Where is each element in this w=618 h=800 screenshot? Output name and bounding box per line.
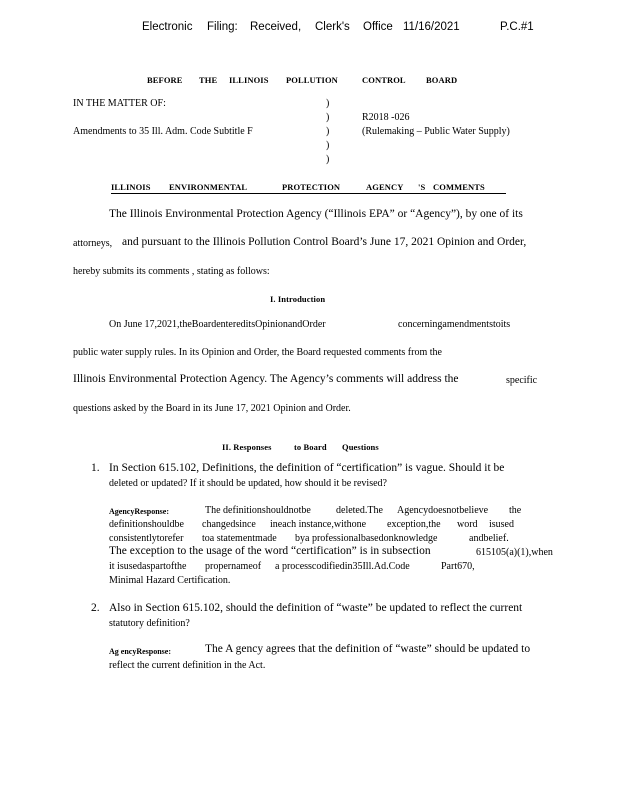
response-text: ineach instance,withone xyxy=(270,519,367,530)
title-illinois: ILLINOIS xyxy=(111,182,151,192)
response-text: propernameof xyxy=(205,561,262,572)
response-text: reflect the current definition in the Act. xyxy=(109,660,266,671)
caption-board: BOARD xyxy=(426,75,458,85)
response-text: The exception to the usage of the word “certification” is in subsection xyxy=(109,545,431,557)
question-text: In Section 615.102, Definitions, the definition of “certification” is vague. Should it be xyxy=(109,462,505,474)
section-line: On June 17,2021,theBoardentereditsOpinionandOrder xyxy=(109,319,326,330)
title-environmental: ENVIRONMENTAL xyxy=(169,182,248,192)
section-line: specific xyxy=(506,375,538,386)
response-text: exception,the xyxy=(387,519,441,530)
response-text: it isusedaspartofthe xyxy=(109,561,187,572)
response-text: definitionshouldbe xyxy=(109,519,184,530)
question-text: Also in Section 615.102, should the definition of “waste” be updated to reflect the current xyxy=(109,602,523,614)
response-text: word xyxy=(457,519,478,530)
header-office: Office xyxy=(363,21,393,33)
header-electronic: Electronic xyxy=(142,21,193,33)
caption-paren: ) xyxy=(326,126,330,137)
response-text: changedsince xyxy=(202,519,256,530)
caption-paren: ) xyxy=(326,140,330,151)
caption-docket: R2018 -026 xyxy=(362,112,410,123)
intro-line: and pursuant to the Illinois Pollution Control Board’s June 17, 2021 Opinion and Order, xyxy=(122,236,527,248)
response-text: 615105(a)(1),when xyxy=(476,547,553,558)
response-text: The definitionshouldnotbe xyxy=(205,505,311,516)
header-date: 11/16/2021 xyxy=(403,21,460,33)
response-text: isused xyxy=(489,519,514,530)
response-text: toa statementmade xyxy=(202,533,277,544)
caption-matter: IN THE MATTER OF: xyxy=(73,98,166,109)
response-text: a processcodifiedin35Ill.Ad.Code xyxy=(275,561,410,572)
caption-paren: ) xyxy=(326,98,330,109)
title-s: 'S xyxy=(418,182,426,192)
question-text: deleted or updated? If it should be updated, how should it be revised? xyxy=(109,478,387,489)
response-label: AgencyResponse: xyxy=(109,507,169,516)
caption-the: THE xyxy=(199,75,218,85)
response-text: Part670, xyxy=(441,561,475,572)
title-comments: COMMENTS xyxy=(433,182,485,192)
caption-amendments: Amendments to 35 Ill. Adm. Code Subtitle F xyxy=(73,126,253,137)
title-protection: PROTECTION xyxy=(282,182,341,192)
response-text: consistentlytorefer xyxy=(109,533,184,544)
response-text: andbelief. xyxy=(469,533,509,544)
intro-line: The Illinois Environmental Protection Agency (“Illinois EPA” or “Agency”), by one of its xyxy=(109,208,523,220)
header-clerks: Clerk's xyxy=(315,21,350,33)
caption-before: BEFORE xyxy=(147,75,183,85)
question-number: 2. xyxy=(91,602,100,614)
caption-paren: ) xyxy=(326,154,330,165)
header-received: Received, xyxy=(250,21,302,33)
caption-pollution: POLLUTION xyxy=(286,75,338,85)
question-text: statutory definition? xyxy=(109,618,190,629)
section-heading-ii: II. Responses xyxy=(222,442,272,452)
caption-illinois: ILLINOIS xyxy=(229,75,269,85)
section-heading-questions: Questions xyxy=(342,442,379,452)
response-text: deleted.The xyxy=(336,505,383,516)
response-text: The A gency agrees that the definition of “waste” should be updated to xyxy=(205,643,531,655)
section-line: Illinois Environmental Protection Agency. The Agency’s comments will address the xyxy=(73,373,459,385)
caption-control: CONTROL xyxy=(362,75,406,85)
response-text: the xyxy=(509,505,522,516)
section-heading-to: to Board xyxy=(294,442,327,452)
response-label: Ag encyResponse: xyxy=(109,647,171,656)
intro-line: attorneys, xyxy=(73,238,113,249)
section-line: concerningamendmentstoits xyxy=(398,319,511,330)
section-heading: I. Introduction xyxy=(270,294,326,304)
header-pc-number: P.C.#1 xyxy=(500,21,534,33)
section-line: questions asked by the Board in its June 17, 2021 Opinion and Order. xyxy=(73,403,351,414)
caption-rulemaking: (Rulemaking – Public Water Supply) xyxy=(362,126,510,137)
response-text: bya professionalbasedonknowledge xyxy=(295,533,438,544)
intro-line: hereby submits its comments , stating as follows: xyxy=(73,266,270,277)
title-agency: AGENCY xyxy=(366,182,404,192)
title-underline xyxy=(111,193,506,194)
question-number: 1. xyxy=(91,462,100,474)
section-line: public water supply rules. In its Opinion and Order, the Board requested comments from the xyxy=(73,347,442,358)
caption-paren: ) xyxy=(326,112,330,123)
response-text: Agencydoesnotbelieve xyxy=(397,505,489,516)
header-filing: Filing: xyxy=(207,21,238,33)
response-text: Minimal Hazard Certification. xyxy=(109,575,231,586)
